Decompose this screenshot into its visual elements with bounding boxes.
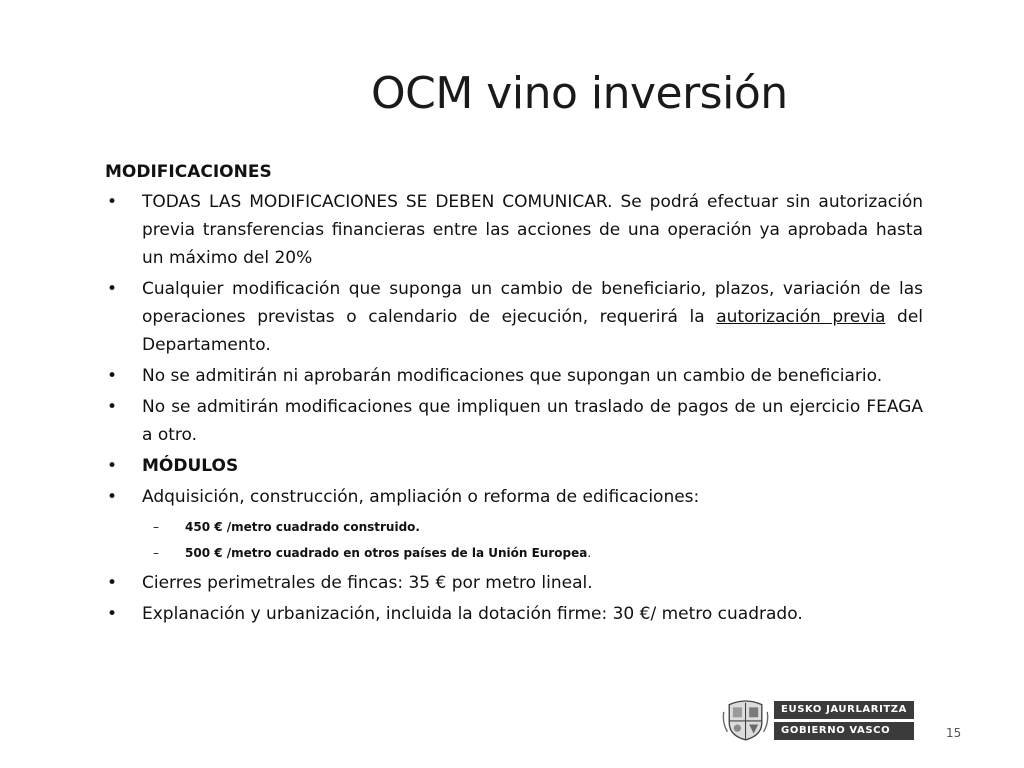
government-logo (722, 697, 914, 743)
logo-line-1: EUSKO JAURLARITZA (774, 701, 914, 719)
underlined-text: autorización previa (716, 307, 886, 327)
bullet-item (105, 452, 923, 480)
bullet-text: Adquisición, construcción, ampliación o reforma de edificaciones: (142, 487, 700, 507)
bullet-text: No se admitirán ni aprobarán modificaciones que supongan un cambio de beneficiario. (142, 366, 883, 386)
bullet-text: del Departamento. (142, 307, 923, 355)
bullet-item (105, 483, 923, 566)
bullet-text-bold: MÓDULOS (142, 456, 239, 476)
sub-item-tail: . (587, 546, 592, 560)
slide-content (105, 158, 923, 631)
sub-item (142, 540, 923, 566)
page-number: 15 (946, 726, 962, 740)
bullet-text: Cualquier modificación que suponga un cambio de beneficiario, plazos, variación de las operaciones previstas o calendario de ejecución, requerirá la (142, 279, 923, 327)
bullet-text: TODAS LAS MODIFICACIONES SE DEBEN COMUNICAR. Se podrá efectuar sin autorización previa transferencias financieras entre las acciones de una operación ya aprobada hasta un máximo del 20% (142, 192, 923, 268)
slide-title: OCM vino inversión (371, 68, 788, 119)
bullet-item (105, 393, 923, 449)
sub-item-text: 500 € /metro cuadrado en otros países de la Unión Europea (185, 546, 588, 560)
bullet-item (105, 362, 923, 390)
coat-of-arms-icon (722, 697, 769, 743)
bullet-text: Cierres perimetrales de fincas: 35 € por metro lineal. (142, 573, 593, 593)
bullet-item (105, 569, 923, 597)
bullet-text: No se admitirán modificaciones que impliquen un traslado de pagos de un ejercicio FEAGA a otro. (142, 397, 923, 445)
bullet-text: Explanación y urbanización, incluida la dotación firme: 30 €/ metro cuadrado. (142, 604, 803, 624)
bullet-list (105, 188, 923, 628)
bullet-item (105, 600, 923, 628)
bullet-item (105, 188, 923, 272)
sub-item (142, 514, 923, 540)
sub-item-text: 450 € /metro cuadrado construido. (185, 520, 420, 534)
logo-text (774, 701, 914, 740)
section-heading: MODIFICACIONES (105, 162, 272, 182)
bullet-item (105, 275, 923, 359)
sub-list (142, 514, 923, 566)
logo-line-2: GOBIERNO VASCO (774, 722, 914, 740)
